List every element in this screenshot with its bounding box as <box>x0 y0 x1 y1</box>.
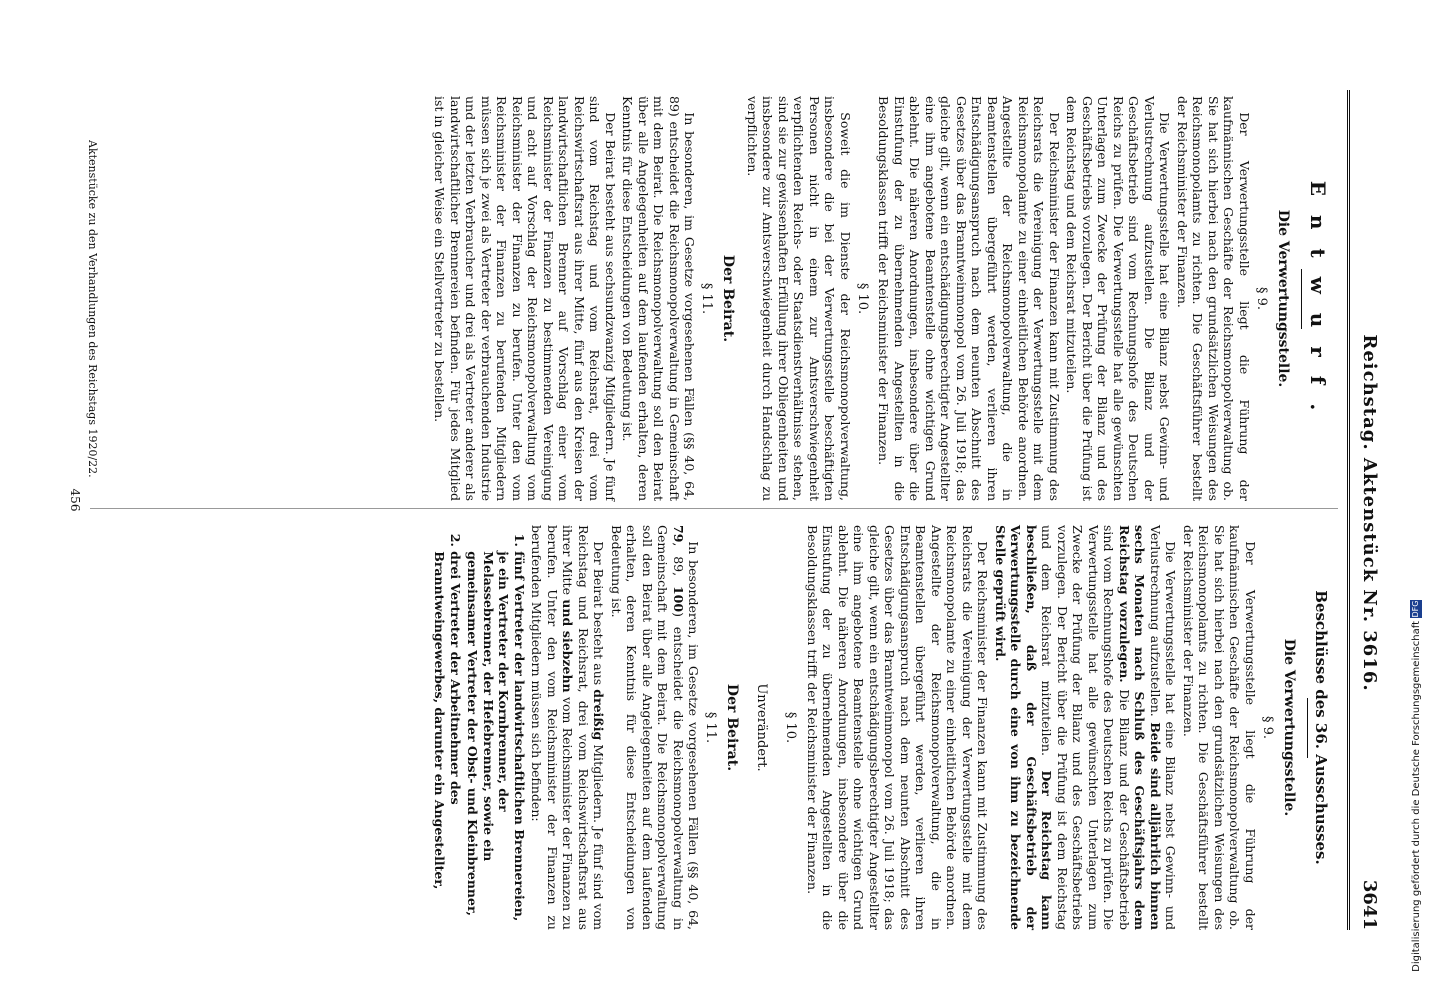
paragraph-number: § 11. <box>699 282 715 315</box>
heading-rule <box>1301 269 1302 329</box>
column-beschluesse <box>430 525 1338 930</box>
text-run: Die Bilanz und der Geschäftsbetrieb sind vom Rechnungshofe des Deutschen Reichs zu prüfen. Die Verwertungsstelle hat alle gewünschten Unterlagen zum Zwecke der Prüfung der Bilanz und des Geschäftsbetriebs vorzulegen. Der Bericht über die Prüfung ist dem Reichstag und dem Reichsrat mitzuteilen. <box>1039 525 1132 930</box>
paragraph-text: Die Verwertungsstelle hat eine Bilanz nebst Gewinn- und Verlustrechnung aufzustellen. Die Bilanz und der Geschäftsbetrieb sind vom Rechnungshofe des Deutschen Reichs zu prüfen. Die Verwertungsstelle hat alle gewünschten Unterlagen zum Zwecke der Prüfung der Bilanz und des Geschäftsbetriebs vorzulegen. Der Bericht über die Prüfung ist dem Reichstag und dem Reichsrat mitzuteilen. <box>1064 96 1173 501</box>
text-run: Die Verwertungsstelle hat eine Bilanz nebst Gewinn- und Verlustrechnung aufzustellen. <box>1148 525 1179 930</box>
paragraph-number: § 10. <box>855 282 870 315</box>
paragraph-text <box>609 525 702 930</box>
dfg-logo: DFG <box>1411 600 1420 618</box>
section-title: Der Beirat. <box>720 254 737 343</box>
amendment-bold: Beide sind alljährlich binnen sechs Monaten nach Schluß des Geschäftsjahrs dem Reichstag vorzulegen. <box>1117 525 1163 930</box>
column-heading-beschluesse: Beschlüsse des 36. Ausschusses. <box>1312 590 1330 865</box>
page-header <box>1352 96 1380 930</box>
page-title: Reichstag. Aktenstück Nr. 3616. <box>1359 334 1380 692</box>
paragraph-number: § 11. <box>703 711 719 744</box>
paragraph-number: § 10. <box>783 711 799 744</box>
footer-note: Aktenstücke zu den Verhandlungen des Reichstags 1920/22. <box>86 140 99 478</box>
paragraph-text: Soweit die im Dienste der Reichsmonopolverwaltung, insbesondere die bei der Verwertungsstelle beschäftigten Personen nicht in einem zur Amtsverschwiegenheit verpflichtenden Reichs- oder Staatsdienstverhältnisse stehen, sind sie zur gewissenhaften Erfüllung ihrer Obliegenheiten und insbesondere zur Amtsverschwiegenheit durch Handschlag zu verpflichten. <box>745 96 853 501</box>
amendment-bold: Der Reichstag kann beschließen, daß der Geschäftsbetrieb der Verwertungsstelle durch eine von ihm zu bezeichnende Stelle geprüft wird. <box>993 525 1055 930</box>
column-entwurf <box>430 96 1338 501</box>
text-run: vom Reichsminister der Finanzen zu berufen. Unter den vom Reichsminister der Finanzen zu berufenden Mitgliedern müssen sich befinden: <box>529 525 576 930</box>
section-title: Der Beirat. <box>724 683 741 772</box>
list-item: 1. fünf Vertreter der landwirtschaftlichen Brennereien, je ein Vertreter der Kornbrenner, der Melassebrenner, der Hefebrenner, sowie ein gemeinsamer Vertreter der Obst- und Kleinbrenner, <box>465 533 527 922</box>
text-run: Mitgliedern. Je fünf sind vom Reichstag und Reichsrat, drei vom Reichswirtschaftsrat aus ihrer Mitte <box>560 525 607 930</box>
text-run: In besonderen, im Gesetze vorgesehenen Fällen (§§ 40, 64, <box>686 541 702 930</box>
page-number: 3641 <box>1359 879 1380 930</box>
folio-number: 456 <box>68 488 82 512</box>
column-divider <box>90 508 1338 509</box>
paragraph-text: Der Reichsminister der Finanzen kann mit Zustimmung des Reichsrats die Vereinigung der Verwertungsstelle mit dem Reichsmonopolamte zu einer einheitlichen Behörde anordnen. Angestellte der Reichsmonopolverwaltung, die in Beamtenstellen übergeführt werden, verlieren ihren Entschädigungsanspruch nach dem neunten Abschnitt des Gesetzes über das Branntweinmonopol vom 26. Juli 1918; das gleiche gilt, wenn ein entschädigungsberechtigter Angestellter eine ihm angebotene Beamtenstelle ohne wichtigen Grund ablehnt. Die näheren Anordnungen, insbesondere über die Einstufung der zu übernehmenden Angestellten in die Besoldungsklassen trifft der Reichsminister der Finanzen. <box>876 96 1062 501</box>
paragraph-text <box>529 525 607 930</box>
amendment-bold: und siebzehn <box>560 599 576 693</box>
paragraph-text: Der Verwertungsstelle liegt die Führung der kaufmännischen Geschäfte der Reichsmonopolverwaltung ob. Sie hat sich hierbei nach den grundsätzlichen Weisungen des Reichsmonopolamts zu richten. Die Geschäftsführer bestellt der Reichsminister der Finanzen. <box>1181 525 1258 930</box>
paragraph-text: Der Verwertungsstelle liegt die Führung der kaufmännischen Geschäfte der Reichsmonopolverwaltung ob. Sie hat sich hierbei nach den grundsätzlichen Weisungen des Reichsmonopolamts zu richten. Die Geschäftsführer bestellt der Reichsminister der Finanzen. <box>1175 96 1252 501</box>
section-title: Die Verwertungsstelle. <box>1281 638 1297 817</box>
section-title: Die Verwertungsstelle. <box>1275 209 1291 388</box>
paragraph-text: In besonderen, im Gesetze vorgesehenen Fällen (§§ 40, 64, 89) entscheidet die Reichsmonopolverwaltung in Gemeinschaft mit dem Beirat. Die Reichsmonopolverwaltung soll den Beirat über alle Angelegenheiten auf dem laufenden erhalten, deren Kenntnis für diese Entscheidungen von Bedeutung ist. <box>620 96 698 501</box>
amendment-bold: 100 <box>671 585 686 613</box>
heading-rule <box>1307 698 1308 758</box>
column-heading-entwurf: E n t w u r f . <box>1306 180 1330 417</box>
text-run: , 89, <box>671 542 686 577</box>
paragraph-text: Der Beirat besteht aus sechsundzwanzig Mitgliedern. Je fünf sind vom Reichstag und vom Reichsrat, drei vom Reichswirtschaftsrat aus ihrer Mitte, fünf aus den Kreisen der landwirtschaftlichen Brenner auf Vorschlag einer vom Reichsminister der Finanzen zu bestimmenden Vereinigung und acht auf Vorschlag der Reichsmonopolverwaltung vom Reichsminister der Finanzen zu berufen. Unter den vom Reichsminister der Finanzen zu berufenden Mitgliedern müssen sich je zwei als Vertreter der verbrauchenden Industrie und der letzten Verbraucher und drei als Vertreter anderer als landwirtschaftlicher Brennereien befinden. Für jedes Mitglied ist in gleicher Weise ein Stellvertreter zu bestellen. <box>432 96 618 501</box>
text-run: ) entscheidet die Reichsmonopolverwaltung in Gemeinschaft mit dem Beirat. Die Reichsmonopolverwaltung soll den Beirat über alle Angelegenheiten auf dem laufenden erhalten, deren Kenntnis für diese Entscheidungen von Bedeutung ist. <box>609 525 686 930</box>
header-rule <box>1347 90 1350 930</box>
list-item: 2. drei Vertreter der Arbeitnehmer des Branntweingewerbes, darunter ein Angestellter, <box>432 533 463 890</box>
text-run: Der Beirat besteht aus <box>591 541 607 686</box>
paragraph-text: Der Reichsminister der Finanzen kann mit Zustimmung des Reichsrats die Vereinigung der Verwertungsstelle mit dem Reichsmonopolamte zu einer einheitlichen Behörde anordnen. Angestellte der Reichsmonopolverwaltung, die in Beamtenstellen übergeführt werden, verlieren ihren Entschädigungsanspruch nach dem neunten Abschnitt des Gesetzes über das Branntweinmonopol vom 26. Juli 1918; das gleiche gilt, wenn ein entschädigungsberechtigter Angestellter eine ihm angebotene Beamtenstelle ohne wichtigen Grund ablehnt. Die näheren Anordnungen, insbesondere über die Einstufung der zu übernehmenden Angestellten in die Besoldungsklassen trifft der Reichsminister der Finanzen. <box>805 525 991 930</box>
unchanged-note: Unverändert. <box>754 683 770 772</box>
paragraph-number: § 9. <box>1254 286 1269 311</box>
paragraph-number: § 9. <box>1260 715 1275 740</box>
paragraph-text <box>993 525 1179 930</box>
digitization-text: Digitalisierung gefördert durch die Deutsche Forschungsgemeinschaft <box>1411 621 1422 972</box>
digitization-note <box>1404 600 1430 995</box>
amendment-bold: 79 <box>671 525 686 543</box>
amendment-bold: dreißig <box>591 689 607 741</box>
